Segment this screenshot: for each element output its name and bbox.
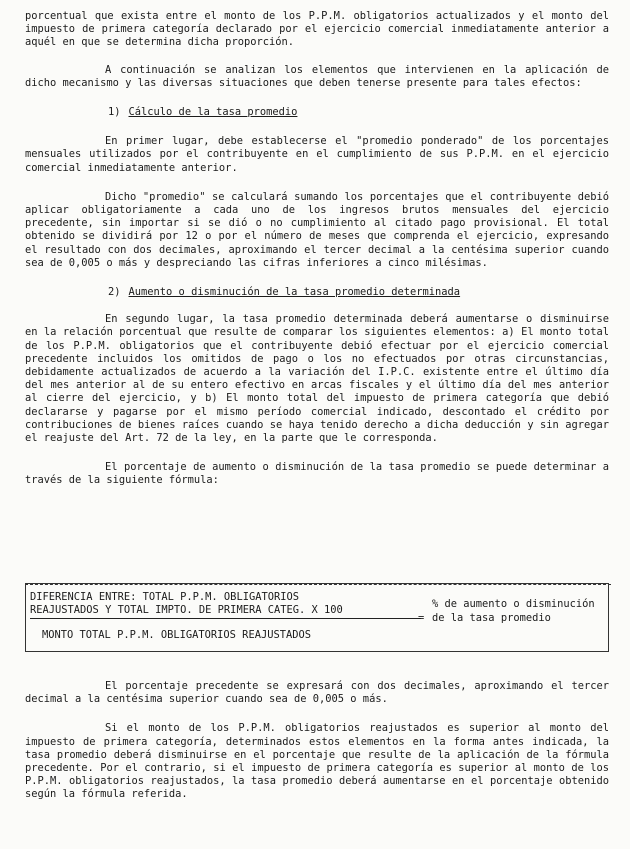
section-number: 1) [108, 106, 121, 119]
document-page [25, 10, 609, 488]
paragraph-adjustment: Si el monto de los P.P.M. obligatorios reajustados es superior al monto del impuesto de primera categoría, determinados estos elementos en la forma antes indicada, la tasa promedio deberá disminuirse en el porcentaje que resulte de la aplicación de la fórmula precedente. Por el contrario, si el impuesto de primera categoría es superior al monto de los P.P.M. obligatorios reajustados, la tasa promedio deberá aumentarse en el porcentaje obtenido según la fórmula referida. [25, 722, 609, 801]
paragraph-rounding: El porcentaje precedente se expresará con dos decimales, aproximando el tercer decimal a la centésima superior cuando sea de 0,005 o más. [25, 680, 609, 706]
section-heading-2 [25, 286, 609, 299]
paragraph-continuation: porcentual que exista entre el monto de los P.P.M. obligatorios actualizados y el monto del impuesto de primera categoría declarado por el ejercicio comercial inmediatamente anterior a aquél en que se determina dicha proporción. [25, 10, 609, 49]
section-heading-1 [25, 106, 609, 119]
paragraph-second-step: En segundo lugar, la tasa promedio determinada deberá aumentarse o disminuirse en la relación porcentual que resulte de comparar los siguientes elementos: a) El monto total de los P.P.M. obligatorios que el contribuyente debió efectuar por el ejercicio comercial precedente incluidos los omitidos de pago o los no efectuados por otras circunstancias, debidamente actualizados de acuerdo a la variación del I.P.C. existente entre el último día del mes anterior al de su entero efectivo en arcas fiscales y el último día del mes anterior al cierre del ejercicio, y b) El monto total del impuesto de primera categoría que debió declararse y pagarse por el mismo período comercial indicado, descontado el crédito por contribuciones de bienes raíces cuando se haya tenido derecho a dicha deducción y sin agregar el reajuste del Art. 72 de la ley, en la parte que le corresponda. [25, 313, 609, 445]
document-page-lower [25, 680, 609, 802]
formula-box [25, 583, 609, 652]
formula-top-rule [25, 584, 611, 585]
formula-numerator-line1: DIFERENCIA ENTRE: TOTAL P.P.M. OBLIGATORIOS [30, 591, 299, 603]
formula-numerator-line2: REAJUSTADOS Y TOTAL IMPTO. DE PRIMERA CATEG. X 100 [30, 604, 343, 616]
section-title: Aumento o disminución de la tasa promedio determinada [128, 286, 461, 299]
paragraph-intro: A continuación se analizan los elementos que intervienen en la aplicación de dicho mecanismo y las diversas situaciones que deben tenerse presente para tales efectos: [25, 63, 609, 89]
section-number: 2) [108, 286, 121, 299]
formula-equals: = [418, 612, 425, 624]
paragraph-first-step: En primer lugar, debe establecerse el "promedio ponderado" de los porcentajes mensuales utilizados por el contribuyente en el cumplimiento de sus P.P.M. en el ejercicio comercial inmediatamente anterior. [25, 135, 609, 174]
paragraph-average: Dicho "promedio" se calculará sumando los porcentajes que el contribuyente debió aplicar obligatoriamente a cada uno de los ingresos brutos mensuales del ejercicio precedente, sin importar si se dió o no cumplimiento al citado pago provisional. El total obtenido se dividirá por 12 o por el número de meses que comprenda el ejercicio, expresando el resultado con dos decimales, aproximando el tercer decimal a la centésima superior cuando sea de 0,005 o más y despreciando las cifras inferiores a cinco milésimas. [25, 190, 609, 269]
fraction-bar [30, 618, 421, 619]
paragraph-formula-intro: El porcentaje de aumento o disminución de la tasa promedio se puede determinar a través de la siguiente fórmula: [25, 461, 609, 487]
formula-result: % de aumento o disminución de la tasa promedio [432, 598, 595, 624]
formula-denominator: MONTO TOTAL P.P.M. OBLIGATORIOS REAJUSTADOS [42, 629, 311, 641]
section-title: Cálculo de la tasa promedio [128, 106, 298, 119]
